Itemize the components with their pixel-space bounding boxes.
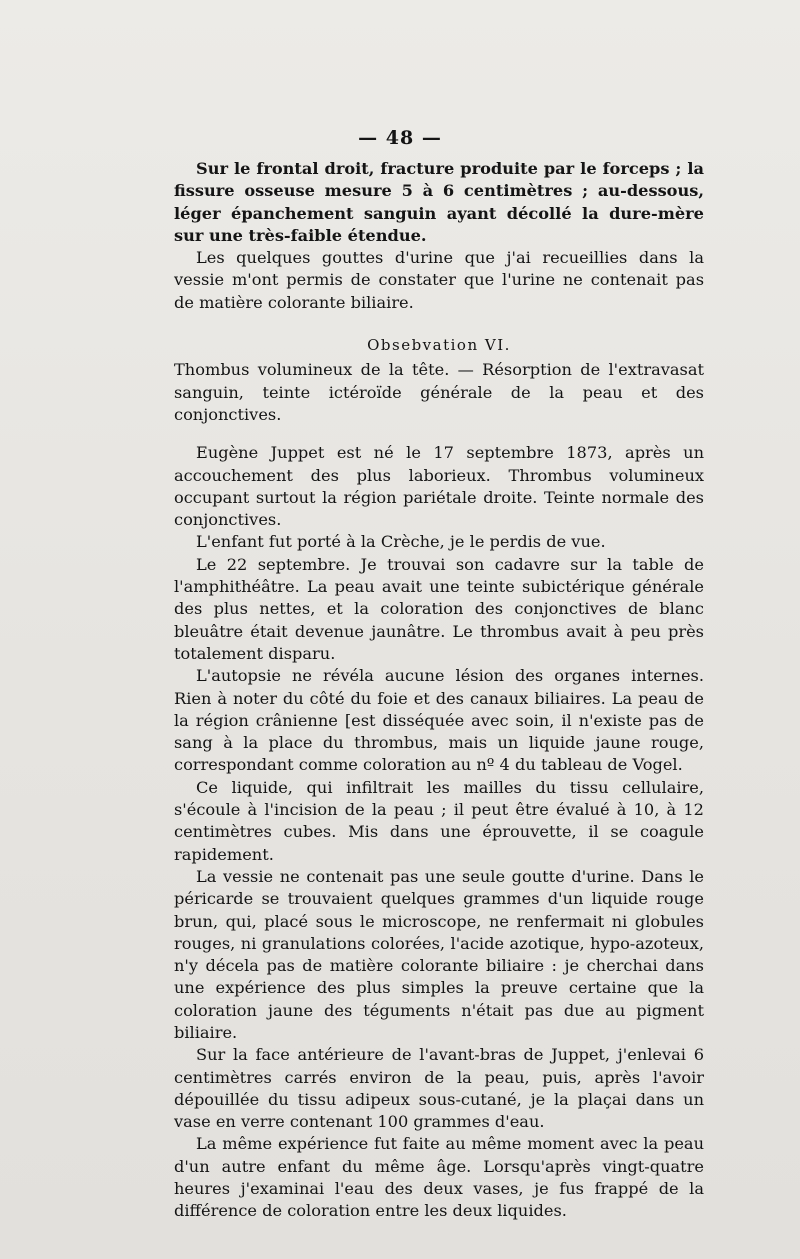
paragraph-vessie: La vessie ne contenait pas une seule goutte d'urine. Dans le péricarde se trouvaient quelques grammes d'un liquide rouge brun, qui, placé sous le microscope, ne renfermait ni globules rouges, ni granulations colorées, l'acide azotique, hypo-azoteux, n'y décela pas de matière colorante biliaire : je cherchai dans une expérience des plus simples la preuve certaine que la coloration jaune des téguments n'était pas due au pigment biliaire.	[174, 866, 704, 1042]
observation-summary: Thombus volumineux de la tête. — Résorption de l'extravasat sanguin, teinte ictéroïde générale de la peau et des conjonctives.	[174, 360, 704, 424]
paragraph-autopsie: L'autopsie ne révéla aucune lésion des organes internes. Rien à noter du côté du foie et des canaux biliaires. La peau de la région crânienne [est disséquée avec soin, il n'existe pas de sang à la place du thrombus, mais un liquide jaune rouge, correspondant comme coloration au nº 4 du tableau de Vogel.	[174, 666, 704, 775]
paragraph-experience: La même expérience fut faite au même moment avec la peau d'un autre enfant du même âge. Lorsqu'après vingt-quatre heures j'examinai l'eau des deux vases, je fus frappé de la différence de coloration entre les deux liquides.	[174, 1134, 704, 1221]
paragraph-case-intro: Eugène Juppet est né le 17 septembre 1873, après un accouchement des plus laborieux. Thrombus volumineux occupant surtout la région pariétale droite. Teinte normale des conjonctives.	[174, 443, 704, 530]
page-number: — 48 —	[358, 127, 442, 149]
page-text	[174, 158, 704, 1223]
paragraph-urine: Les quelques gouttes d'urine que j'ai recueillies dans la vessie m'ont permis de constater que l'urine ne contenait pas de matière colorante biliaire.	[174, 248, 704, 312]
paragraph-creche: L'enfant fut porté à la Crèche, je le perdis de vue.	[196, 532, 606, 552]
paragraph-fracture: Sur le frontal droit, fracture produite par le forceps ; la fissure osseuse mesure 5 à 6 centimètres ; au-dessous, léger épanchement sanguin ayant décollé la dure-mère sur une très-faible étendue.	[174, 159, 704, 245]
paragraph-liquide: Ce liquide, qui infiltrait les mailles du tissu cellulaire, s'écoule à l'incision de la peau ; il peut être évalué à 10, à 12 centimètres cubes. Mis dans une éprouvette, il se coagule rapidement.	[174, 777, 704, 864]
paragraph-cadavre: Le 22 septembre. Je trouvai son cadavre sur la table de l'amphithéâtre. La peau avait une teinte subictérique générale des plus nettes, et la coloration des conjonctives de blanc bleuâtre était devenue jaunâtre. Le thrombus avait à peu près totalement disparu.	[174, 554, 704, 663]
observation-heading: Obsebvation VI.	[367, 336, 511, 355]
paragraph-avant-bras: Sur la face antérieure de l'avant-bras de Juppet, j'enlevai 6 centimètres carrés environ de la peau, puis, après l'avoir dépouillée du tissu adipeux sous-cutané, je la plaçai dans un vase en verre contenant 100 grammes d'eau.	[174, 1045, 704, 1132]
